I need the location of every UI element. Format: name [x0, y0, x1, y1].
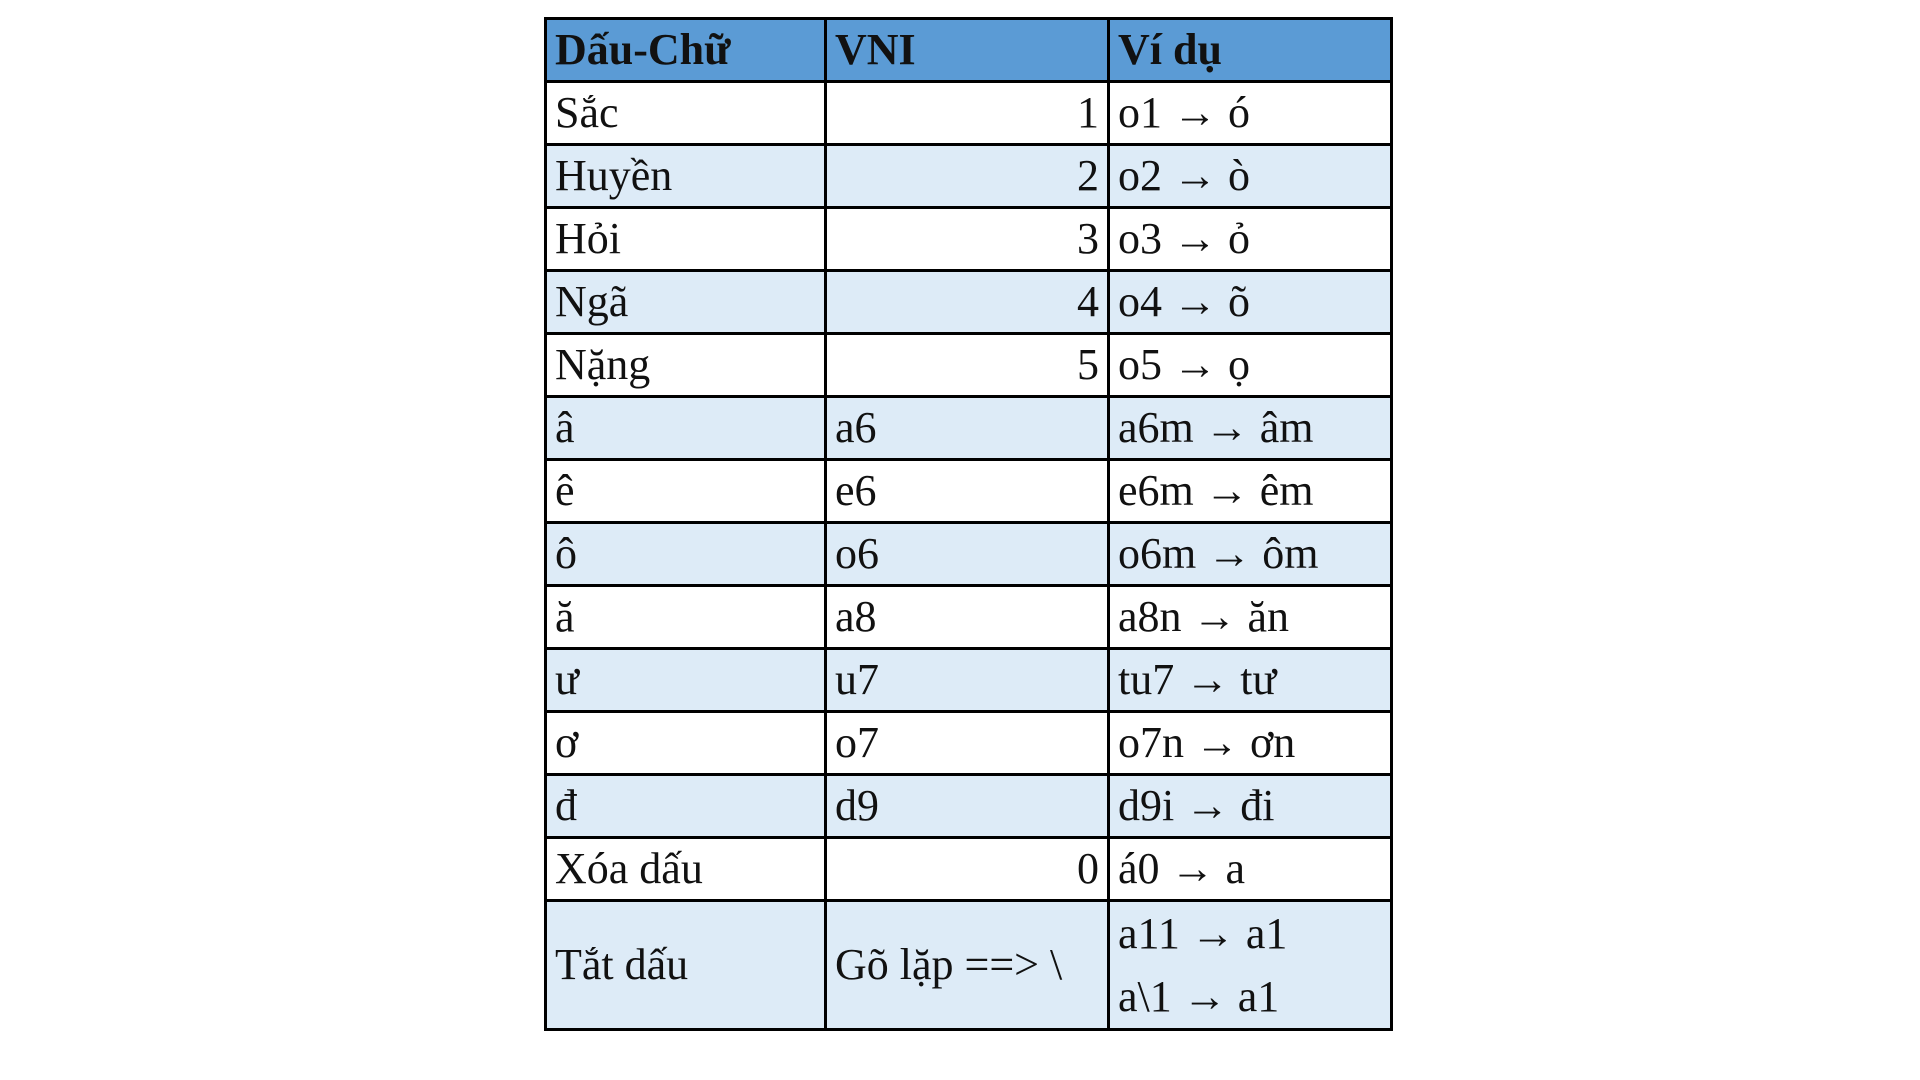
cell-mark: Huyền: [546, 145, 826, 208]
cell-mark: ê: [546, 460, 826, 523]
table-row: [546, 145, 1392, 208]
cell-example: o4 → õ: [1109, 271, 1392, 334]
table-row: [546, 712, 1392, 775]
cell-vni: Gõ lặp ==> \: [826, 901, 1109, 1030]
cell-vni: 5: [826, 334, 1109, 397]
cell-example: e6m → êm: [1109, 460, 1392, 523]
example-line-1: a11 → a1: [1118, 909, 1288, 958]
cell-vni: a6: [826, 397, 1109, 460]
cell-example: d9i → đi: [1109, 775, 1392, 838]
header-vni: VNI: [826, 19, 1109, 82]
cell-mark: ơ: [546, 712, 826, 775]
table-row: [546, 397, 1392, 460]
cell-mark: Tắt dấu: [546, 901, 826, 1030]
table-row: [546, 838, 1392, 901]
table-row: [546, 901, 1392, 1030]
cell-mark: ă: [546, 586, 826, 649]
cell-vni: a8: [826, 586, 1109, 649]
example-line-2: a\1 → a1: [1118, 972, 1280, 1021]
table-row: [546, 649, 1392, 712]
vni-typing-table: [544, 17, 1393, 1031]
cell-vni: e6: [826, 460, 1109, 523]
cell-mark: Xóa dấu: [546, 838, 826, 901]
table-row: [546, 460, 1392, 523]
cell-example: a6m → âm: [1109, 397, 1392, 460]
cell-vni: u7: [826, 649, 1109, 712]
cell-example: o3 → ỏ: [1109, 208, 1392, 271]
cell-vni: 2: [826, 145, 1109, 208]
cell-example: o1 → ó: [1109, 82, 1392, 145]
table-row: [546, 523, 1392, 586]
cell-vni: o6: [826, 523, 1109, 586]
cell-mark: đ: [546, 775, 826, 838]
cell-vni: o7: [826, 712, 1109, 775]
cell-mark: Sắc: [546, 82, 826, 145]
table-row: [546, 334, 1392, 397]
cell-mark: Nặng: [546, 334, 826, 397]
cell-example: tu7 → tư: [1109, 649, 1392, 712]
cell-example: o2 → ò: [1109, 145, 1392, 208]
table-row: [546, 586, 1392, 649]
table-row: [546, 775, 1392, 838]
cell-example: á0 → a: [1109, 838, 1392, 901]
cell-vni: d9: [826, 775, 1109, 838]
cell-example: o7n → ơn: [1109, 712, 1392, 775]
cell-mark: â: [546, 397, 826, 460]
table-row: [546, 208, 1392, 271]
cell-vni: 1: [826, 82, 1109, 145]
cell-vni: 4: [826, 271, 1109, 334]
header-mark: Dấu-Chữ: [546, 19, 826, 82]
cell-example: a8n → ăn: [1109, 586, 1392, 649]
header-example: Ví dụ: [1109, 19, 1392, 82]
cell-mark: Hỏi: [546, 208, 826, 271]
cell-vni: 3: [826, 208, 1109, 271]
table-row: [546, 82, 1392, 145]
cell-example: o6m → ôm: [1109, 523, 1392, 586]
cell-example: [1109, 901, 1392, 1030]
header-row: [546, 19, 1392, 82]
table-row: [546, 271, 1392, 334]
cell-mark: ô: [546, 523, 826, 586]
cell-example: o5 → ọ: [1109, 334, 1392, 397]
cell-vni: 0: [826, 838, 1109, 901]
cell-mark: ư: [546, 649, 826, 712]
cell-mark: Ngã: [546, 271, 826, 334]
